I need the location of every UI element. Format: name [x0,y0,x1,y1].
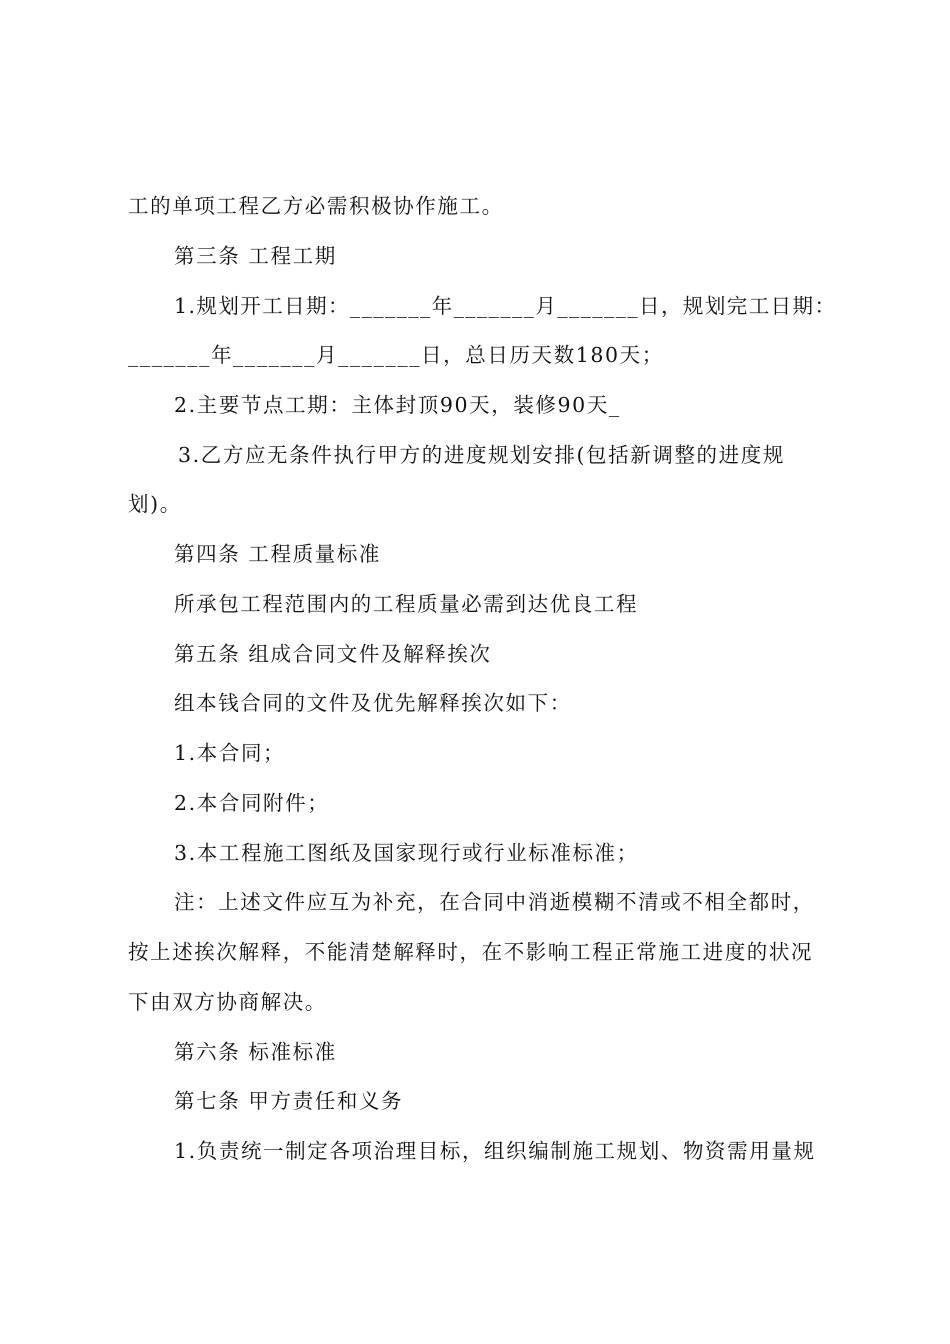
body-text-line: 1.本合同； [174,741,286,765]
article-heading: 第三条 工程工期 [174,244,337,268]
body-text-line: 1.负责统一制定各项治理目标，组织编制施工规划、物资需用量规 [174,1139,816,1163]
body-text-line: 1.规划开工日期：_______年_______月_______日，规划完工日期： [174,294,837,318]
article-heading: 第六条 标准标准 [174,1040,337,1064]
body-text-line: 2.主要节点工期：主体封顶90天，装修90天_ [174,393,621,417]
body-text-line: 下由双方协商解决。 [128,990,327,1014]
body-text-line: _______年_______月_______日，总日历天数180天； [128,343,664,367]
body-text-line: 注：上述文件应互为补充，在合同中消逝模糊不清或不相全都时， [174,890,815,914]
body-text-line: 工的单项工程乙方必需积极协作施工。 [128,194,504,218]
body-text-line: 3.本工程施工图纸及国家现行或行业标准标准； [174,841,639,865]
body-text-line: 组本钱合同的文件及优先解释挨次如下： [174,691,572,715]
article-heading: 第七条 甲方责任和义务 [174,1089,404,1113]
article-heading: 第五条 组成合同文件及解释挨次 [174,642,492,666]
article-heading: 第四条 工程质量标准 [174,542,382,566]
body-text-line: 所承包工程范围内的工程质量必需到达优良工程 [174,592,639,616]
body-text-line: 2.本合同附件； [174,791,330,815]
body-text-line: 3.乙方应无条件执行甲方的进度规划安排(包括新调整的进度规 [178,443,785,467]
body-text-line: 按上述挨次解释，不能清楚解释时，在不影响工程正常施工进度的状况 [128,940,814,964]
body-text-line: 划)。 [128,492,182,516]
